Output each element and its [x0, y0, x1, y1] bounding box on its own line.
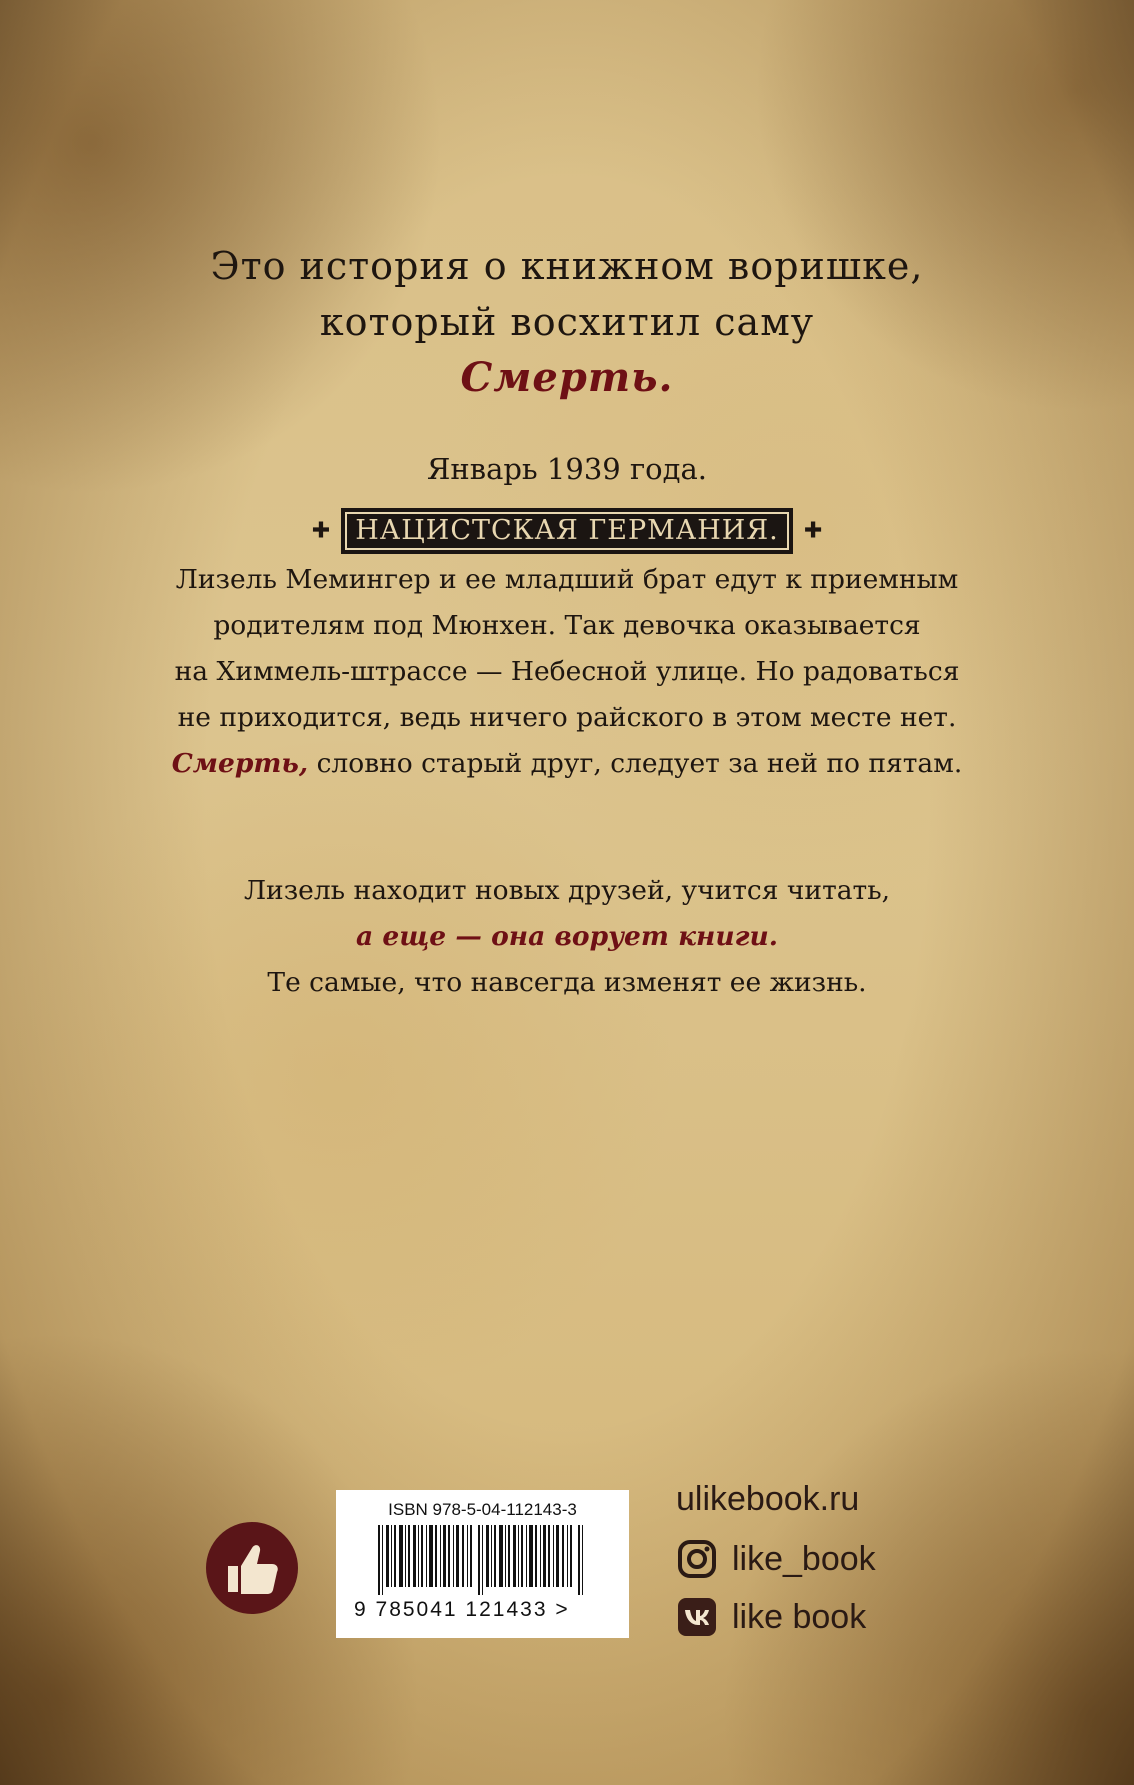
nazi-germany-banner: НАЦИСТСКАЯ ГЕРМАНИЯ.: [341, 508, 792, 554]
barcode-panel: [336, 1490, 629, 1638]
vk-icon: [676, 1596, 718, 1638]
tagline-line-2: который восхитил саму: [319, 300, 815, 344]
para1-line-2: родителям под Мюнхен. Так девочка оказывается: [213, 610, 921, 641]
para1-line-1: Лизель Мемингер и ее младший брат едут к приемным: [175, 564, 959, 595]
para1-death: Смерть,: [171, 748, 309, 779]
banner-row: [0, 508, 1134, 554]
instagram-icon: [676, 1538, 718, 1580]
barcode-bars: [378, 1525, 588, 1595]
tagline: [0, 238, 1134, 406]
barcode-digits: 9 785041 121433 >: [354, 1598, 570, 1621]
para1-line-5: [0, 741, 1134, 787]
thumbs-up-icon: [206, 1522, 298, 1614]
tagline-death: Смерть.: [460, 354, 674, 401]
ornament-left-icon: ✚: [311, 518, 331, 544]
ornament-right-icon: ✚: [803, 518, 823, 544]
isbn-text: ISBN 978-5-04-112143-3: [388, 1500, 577, 1519]
synopsis-paragraph-2: [0, 868, 1134, 1006]
para2-line-3: Те самые, что навсегда изменят ее жизнь.: [267, 967, 867, 998]
para1-line-5-rest: словно старый друг, следует за ней по пятам.: [308, 748, 963, 779]
tagline-line-1: Это история о книжном воришке,: [210, 244, 924, 288]
synopsis-paragraph-1: [0, 557, 1134, 787]
date-line: Январь 1939 года.: [427, 452, 707, 486]
para1-line-3: на Химмель-штрассе — Небесной улице. Но радоваться: [174, 656, 960, 687]
instagram-link[interactable]: [676, 1538, 876, 1580]
para2-line-1: Лизель находит новых друзей, учится читать,: [243, 875, 891, 906]
instagram-handle: like_book: [732, 1539, 876, 1578]
para1-line-4: не приходится, ведь ничего райского в этом месте нет.: [177, 702, 957, 733]
para2-steal-line: а еще — она ворует книги.: [355, 921, 779, 952]
vk-link[interactable]: [676, 1596, 866, 1638]
website-link[interactable]: ulikebook.ru: [676, 1480, 860, 1518]
vk-handle: like book: [732, 1597, 867, 1636]
